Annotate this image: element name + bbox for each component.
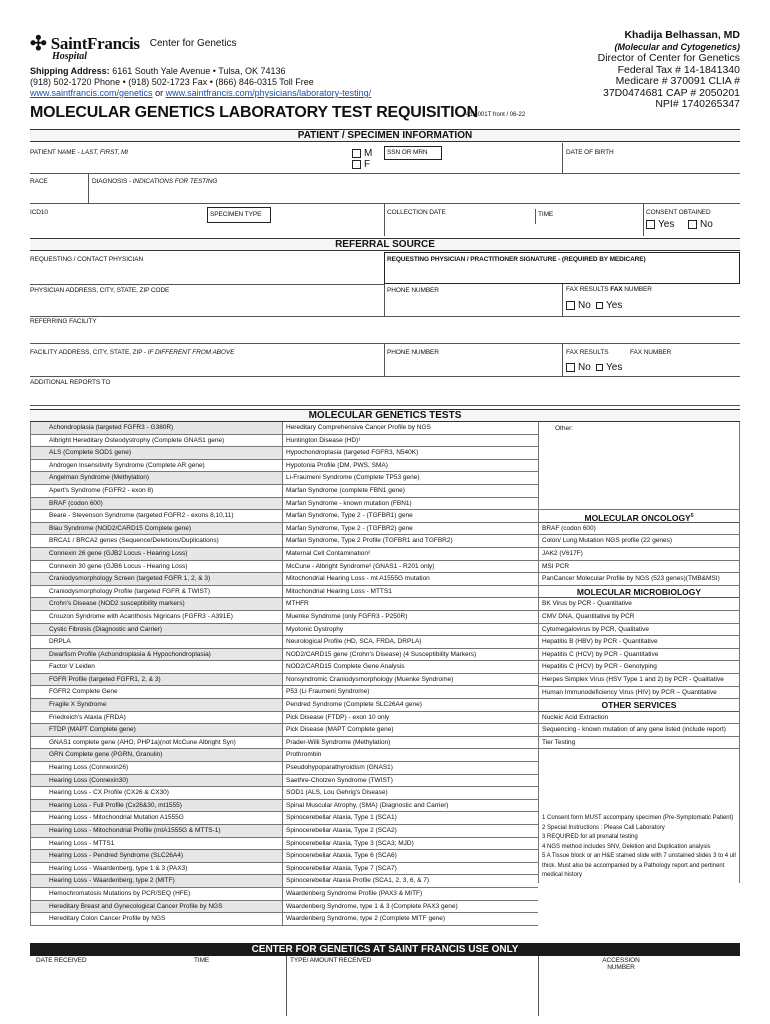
divider bbox=[30, 284, 384, 285]
test-item[interactable]: Hereditary Colon Cancer Profile by NGS bbox=[31, 913, 282, 926]
form-code: 411-001T front / 06-22 bbox=[466, 112, 526, 118]
consent-no-checkbox[interactable] bbox=[688, 220, 697, 229]
referring-facility-label[interactable]: REFERRING FACILITY bbox=[30, 318, 97, 325]
phone-label-2[interactable]: PHONE NUMBER bbox=[387, 349, 439, 356]
header-left bbox=[30, 31, 470, 99]
tests-section-header: MOLECULAR GENETICS TESTS bbox=[30, 409, 740, 422]
cross-icon: ✣ bbox=[30, 31, 47, 55]
test-item[interactable]: Achondroplasia (targeted FGFR3 - G380R) bbox=[31, 422, 282, 435]
director-role: Director of Center for Genetics bbox=[597, 52, 740, 64]
test-item[interactable]: Hearing Loss - Mitochondrial Profile (mtA1555G & MTTS-1) bbox=[31, 825, 282, 838]
lab-use-header: CENTER FOR GENETICS AT SAINT FRANCIS USE ONLY bbox=[30, 943, 740, 956]
diagnosis-label[interactable] bbox=[92, 178, 217, 185]
logo-center: Center for Genetics bbox=[149, 37, 237, 49]
race-label[interactable]: RACE bbox=[30, 178, 48, 185]
footnote: 3 REQUIRED for all prenatal testing bbox=[542, 834, 638, 841]
icd10-label[interactable]: ICD10 bbox=[30, 209, 48, 216]
other-service-item[interactable]: Nucleic Acid Extraction bbox=[539, 712, 739, 725]
tests-column-3 bbox=[538, 422, 740, 883]
test-item[interactable]: Marfan Syndrome - known mutation (FBN1) bbox=[283, 498, 538, 511]
clia-cap: 37D0474681 CAP # 2050201 bbox=[602, 86, 740, 99]
test-item[interactable]: Pick Disease (FTDP) - exon 10 only bbox=[283, 712, 538, 725]
specimen-type-label: SPECIMEN TYPE bbox=[210, 211, 262, 218]
microbiology-test-item[interactable]: Hepatitis C (HCV) by PCR - Quantitative bbox=[539, 649, 739, 662]
facility-address-text: FACILITY ADDRESS, CITY, STATE, ZIP - bbox=[30, 349, 148, 356]
test-item[interactable]: Friedreich's Ataxia (FRDA) bbox=[31, 712, 282, 725]
test-item[interactable]: Marfan Syndrome, Type 2 - (TGFBR2) gene bbox=[283, 523, 538, 536]
oncology-test-item[interactable]: MSI PCR bbox=[539, 561, 739, 574]
fax-yes-label-2: Yes bbox=[606, 362, 623, 373]
referral-section-header: REFERRAL SOURCE bbox=[30, 238, 740, 251]
test-item[interactable]: GNAS1 complete gene (AHO, PHP1a)(not McCune Albright Syn) bbox=[31, 737, 282, 750]
test-item[interactable]: Connexin 26 gene (GJB2 Locus - Hearing Loss) bbox=[31, 548, 282, 561]
microbiology-header bbox=[539, 586, 739, 599]
npi: NPI# 1740265347 bbox=[655, 98, 740, 110]
sex-m-option[interactable] bbox=[352, 148, 372, 159]
lab-testing-link[interactable]: www.saintfrancis.com/physicians/laboratory-testing/ bbox=[165, 88, 372, 98]
test-item[interactable]: Androgen Insensitivity Syndrome (Complete AR gene) bbox=[31, 460, 282, 473]
test-item[interactable]: Nonsyndromic Craniodysmorphology (Muenke Syndrome) bbox=[283, 674, 538, 687]
test-item[interactable]: Hearing Loss - Waardenberg, type 2 (MITF) bbox=[31, 875, 282, 888]
fax-yes-label: Yes bbox=[606, 300, 623, 311]
test-item[interactable]: GRN Complete gene (PGRN, Granulin) bbox=[31, 749, 282, 762]
test-item[interactable]: ALS (Complete SOD1 gene) bbox=[31, 447, 282, 460]
test-item[interactable]: SOD1 (ALS, Lou Gehrig's Disease) bbox=[283, 787, 538, 800]
test-item[interactable]: Hearing Loss (Connexin26) bbox=[31, 762, 282, 775]
test-item[interactable]: Spinocerebellar Ataxia, Type 2 (SCA2) bbox=[283, 825, 538, 838]
sex-f-option[interactable] bbox=[352, 159, 370, 170]
test-item[interactable]: Hearing Loss - Pendred Syndrome (SLC26A4) bbox=[31, 850, 282, 863]
divider bbox=[30, 203, 740, 204]
type-amount-label[interactable]: TYPE/ AMOUNT RECEIVED bbox=[290, 957, 372, 964]
phone-label[interactable]: PHONE NUMBER bbox=[387, 287, 439, 294]
consent-no-option[interactable] bbox=[688, 219, 713, 230]
divider bbox=[384, 203, 385, 236]
oncology-test-item[interactable]: PanCancer Molecular Profile by NGS (523 genes)(TMB&MSI) bbox=[539, 573, 739, 586]
ssn-label: SSN OR MRN bbox=[387, 149, 428, 156]
test-item[interactable]: Maternal Cell Contamination² bbox=[283, 548, 538, 561]
patient-name-text: PATIENT NAME - bbox=[30, 149, 82, 156]
divider bbox=[30, 173, 740, 174]
footnotes bbox=[539, 812, 739, 883]
shipping-block bbox=[30, 66, 470, 99]
other-services-header bbox=[539, 699, 739, 712]
fax-no-option-2[interactable] bbox=[566, 362, 591, 373]
divider bbox=[88, 173, 89, 203]
date-received-label[interactable]: DATE RECEIVED bbox=[36, 957, 87, 964]
test-item[interactable]: FTDP (MAPT Complete gene) bbox=[31, 724, 282, 737]
test-item[interactable]: Blau Syndrome (NOD2/CARD15 Complete gene) bbox=[31, 523, 282, 536]
footnote: 1 Consent form MUST accompany specimen (Pre-Symptomatic Patient) bbox=[542, 815, 734, 822]
test-item[interactable]: Prothrombin bbox=[283, 749, 538, 762]
divider bbox=[384, 284, 385, 316]
consent-yes-option[interactable] bbox=[646, 219, 674, 230]
divider bbox=[30, 343, 740, 344]
test-item[interactable]: Waardenberg Syndrome Profile (PAX3 & MITF) bbox=[283, 888, 538, 901]
logo-hospital: Hospital bbox=[52, 51, 88, 62]
divider bbox=[286, 956, 287, 1016]
logo-name: SaintFrancis bbox=[50, 33, 140, 53]
fax-results-label bbox=[566, 286, 652, 293]
additional-reports-label[interactable]: ADDITIONAL REPORTS TO bbox=[30, 379, 111, 386]
diagnosis-hint: INDICATIONS FOR TESTING bbox=[132, 178, 218, 185]
sex-m-checkbox[interactable] bbox=[352, 149, 361, 158]
microbiology-test-item[interactable]: Human Immunodeficiency Virus (HIV) by PCR – Quantitative bbox=[539, 687, 739, 700]
test-item[interactable]: Spinocerebellar Ataxia, Type 6 (SCA6) bbox=[283, 850, 538, 863]
time-received-label[interactable]: TIME bbox=[194, 957, 210, 964]
fax-yes-checkbox-2[interactable] bbox=[596, 364, 603, 371]
test-item[interactable]: Hearing Loss - Full Profile (Cx26&30, mt1555) bbox=[31, 800, 282, 813]
accession-label[interactable]: ACCESSION NUMBER bbox=[602, 957, 640, 971]
test-item[interactable]: McCune - Albright Syndrome² (GNAS1 - R201 only) bbox=[283, 561, 538, 574]
footnote: 2 Special Instructions : Please Call Laboratory bbox=[542, 824, 665, 831]
test-item[interactable]: MTHFR bbox=[283, 598, 538, 611]
test-item[interactable]: BRAF (codon 600) bbox=[31, 498, 282, 511]
director-name: Khadija Belhassan, MD bbox=[624, 29, 740, 41]
patient-name-label[interactable] bbox=[30, 149, 128, 156]
test-item[interactable]: Li-Fraumeni Syndrome (Complete TP53 gene) bbox=[283, 472, 538, 485]
divider bbox=[538, 956, 539, 1016]
test-item[interactable]: Muenke Syndrome (only FGFR3 - P250R) bbox=[283, 611, 538, 624]
test-item[interactable]: Hemochromatosis Mutations by PCR/SEQ (HFE) bbox=[31, 888, 282, 901]
genetics-link[interactable]: www.saintfrancis.com/genetics bbox=[30, 88, 153, 98]
patient-name-hint: LAST, FIRST, MI bbox=[81, 149, 129, 156]
facility-address-hint: IF DIFFERENT FROM ABOVE bbox=[147, 349, 235, 356]
test-item[interactable]: Pendred Syndrome (Complete SLC26A4 gene) bbox=[283, 699, 538, 712]
test-item[interactable]: Hearing Loss (Connexin30) bbox=[31, 775, 282, 788]
or-text: or bbox=[155, 88, 164, 98]
requesting-physician-label[interactable]: REQUESTING / CONTACT PHYSICIAN bbox=[30, 256, 144, 263]
shipping-label: Shipping Address: bbox=[30, 66, 110, 76]
test-item[interactable]: Hypotonia Profile (DM, PWS, SMA) bbox=[283, 460, 538, 473]
test-item[interactable]: Hearing Loss - Waardenberg, type 1 & 3 (PAX3) bbox=[31, 863, 282, 876]
divider bbox=[562, 284, 563, 316]
other-services-header-text: OTHER SERVICES bbox=[601, 700, 677, 711]
test-item[interactable]: Marfan Syndrome, Type 2 - (TGFBR1) gene bbox=[283, 510, 538, 523]
test-item[interactable]: FGFR2 Complete Gene bbox=[31, 686, 282, 699]
test-item[interactable]: Spinocerebellar Ataxia Profile (SCA1, 2, 3, 6, & 7) bbox=[283, 875, 538, 888]
director-block bbox=[500, 30, 740, 111]
footnote: 5 A Tissue block or an H&E stained slide with 7 unstained slides 3 to 4 ull thick. Must also be accompanied by a Pathology report and pertinent medical history bbox=[542, 853, 736, 879]
oncology-test-item[interactable]: JAK2 (V617F) bbox=[539, 548, 739, 561]
other-service-item[interactable]: Tier Testing bbox=[539, 737, 739, 750]
microbiology-test-item[interactable]: CMV DNA, Quantitative by PCR bbox=[539, 611, 739, 624]
microbiology-test-item[interactable]: Herpes Simplex Virus (HSV Type 1 and 2) by PCR - Qualitative bbox=[539, 674, 739, 687]
test-item[interactable]: Spinocerebellar Ataxia, Type 7 (SCA7) bbox=[283, 863, 538, 876]
divider bbox=[562, 343, 563, 376]
phones: (918) 502-1720 Phone • (918) 502-1723 Fax • (866) 846-0315 Toll Free bbox=[30, 77, 314, 87]
facility-address-label[interactable] bbox=[30, 349, 234, 356]
divider bbox=[30, 376, 740, 377]
fax-yes-checkbox[interactable] bbox=[596, 302, 603, 309]
test-item[interactable]: DRPLA bbox=[31, 636, 282, 649]
microbiology-header-text: MOLECULAR MICROBIOLOGY bbox=[576, 586, 702, 597]
test-item[interactable]: Hereditary Comprehensive Cancer Profile by NGS bbox=[283, 422, 538, 435]
test-item[interactable]: Albright Hereditary Osteodystrophy (Complete GNAS1 gene) bbox=[31, 435, 282, 448]
consent-yes-label: Yes bbox=[658, 219, 675, 230]
test-item[interactable]: Marfan Syndrome (complete FBN1 gene) bbox=[283, 485, 538, 498]
test-item[interactable]: Saethre-Chotzen Syndrome (TWIST) bbox=[283, 775, 538, 788]
fax-yes-option[interactable] bbox=[596, 300, 622, 311]
divider bbox=[30, 316, 740, 317]
test-item[interactable]: Connexin 30 gene (GJB6 Locus - Hearing Loss) bbox=[31, 561, 282, 574]
microbiology-test-item[interactable]: BK Virus by PCR - Quantitative bbox=[539, 598, 739, 611]
test-item[interactable]: Craniodysmorphology Profile (targeted FGFR & TWIST) bbox=[31, 586, 282, 599]
divider bbox=[562, 143, 563, 173]
test-item[interactable]: Crouzon Syndrome with Acanthosis Nigricans (FGFR3 - A391E) bbox=[31, 611, 282, 624]
test-item[interactable]: Neurological Profile (HD, SCA, FRDA, DRPLA) bbox=[283, 636, 538, 649]
test-item[interactable]: Hypochondroplasia (targeted FGFR3, N540K) bbox=[283, 447, 538, 460]
test-item[interactable]: Fragile X Syndrome bbox=[31, 699, 282, 712]
sex-m-label: M bbox=[364, 148, 373, 159]
test-item[interactable]: Factor V Leiden bbox=[31, 661, 282, 674]
microbiology-test-item[interactable]: Hepatitis B (HBV) by PCR - Quantitative bbox=[539, 636, 739, 649]
fax-no-option[interactable] bbox=[566, 300, 591, 311]
test-item[interactable]: Mitochondrial Hearing Loss - MTTS1 bbox=[283, 586, 538, 599]
oncology-footnote-mark: 5 bbox=[690, 513, 694, 520]
other-test-field[interactable]: Other: bbox=[539, 422, 739, 510]
microbiology-test-item[interactable]: Cytomegalovirus by PCR, Qualitative bbox=[539, 624, 739, 637]
test-item[interactable]: BRCA1 / BRCA2 genes (Sequence/Deletions/Duplications) bbox=[31, 535, 282, 548]
test-item[interactable]: Spinal Muscular Atrophy, (SMA) (Diagnostic and Carrier) bbox=[283, 800, 538, 813]
collection-date-label[interactable]: COLLECTION DATE bbox=[387, 209, 446, 216]
oncology-test-item[interactable]: Colon/ Lung Mutation NGS profile (22 genes) bbox=[539, 535, 739, 548]
test-item[interactable]: NOD2/CARD15 gene (Crohn's Disease) (4 Susceptibility Markers) bbox=[283, 649, 538, 662]
signature-label: REQUESTING PHYSICIAN / PRACTITIONER SIGNATURE - (REQUIRED BY MEDICARE) bbox=[387, 256, 646, 263]
test-item[interactable]: Spinocerebellar Ataxia, Type 1 (SCA1) bbox=[283, 812, 538, 825]
fax-no-label-2: No bbox=[578, 362, 591, 373]
fax-results-label-2: FAX RESULTS bbox=[566, 349, 609, 356]
fax-yes-option-2[interactable] bbox=[596, 362, 622, 373]
test-item[interactable]: Angelman Syndrome (Methylation) bbox=[31, 472, 282, 485]
test-item[interactable]: Beare - Stevenson Syndrome (targeted FGFR2 - exons 8,10,11) bbox=[31, 510, 282, 523]
test-item[interactable]: Hearing Loss - Mitochondrial Mutation A1555G bbox=[31, 812, 282, 825]
fax-text: FAX bbox=[610, 286, 623, 293]
fax-results-text: FAX RESULTS bbox=[566, 286, 611, 293]
test-item[interactable]: Hearing Loss - MTTS1 bbox=[31, 838, 282, 851]
other-service-item[interactable]: Sequencing - known mutation of any gene listed (include report) bbox=[539, 724, 739, 737]
test-item[interactable]: Waardenberg Syndrome, type 1 & 3 (Complete PAX3 gene) bbox=[283, 901, 538, 914]
divider bbox=[535, 209, 536, 224]
divider bbox=[30, 405, 740, 406]
fax-number-label-2: FAX NUMBER bbox=[630, 349, 672, 356]
test-item[interactable]: Marfan Syndrome, Type 2 Profile (TGFBR1 and TGFBR2) bbox=[283, 535, 538, 548]
patient-section-header: PATIENT / SPECIMEN INFORMATION bbox=[30, 129, 740, 142]
test-item[interactable]: Pick Disease (MAPT Complete gene) bbox=[283, 724, 538, 737]
test-item[interactable]: Apert's Syndrome (FGFR2 - exon 8) bbox=[31, 485, 282, 498]
sex-f-checkbox[interactable] bbox=[352, 160, 361, 169]
oncology-header-text: MOLECULAR ONCOLOGY bbox=[584, 513, 691, 523]
federal-tax: Federal Tax # 14-1841340 bbox=[617, 63, 740, 76]
shipping-address: 6161 South Yale Avenue • Tulsa, OK 74136 bbox=[112, 66, 286, 76]
test-item[interactable]: Waardenberg Syndrome, type 2 (Complete MITF gene) bbox=[283, 913, 538, 926]
microbiology-test-item[interactable]: Hepatitis C (HCV) by PCR - Genotyping bbox=[539, 661, 739, 674]
sex-f-label: F bbox=[364, 159, 371, 170]
test-item[interactable]: Crohn's Disease (NOD2 susceptibility markers) bbox=[31, 598, 282, 611]
test-item[interactable]: Prader-Willi Syndrome (Methylation) bbox=[283, 737, 538, 750]
diagnosis-text: DIAGNOSIS - bbox=[92, 178, 133, 185]
tests-column-1 bbox=[30, 422, 282, 926]
consent-yes-checkbox[interactable] bbox=[646, 220, 655, 229]
director-specialty: (Molecular and Cytogenetics) bbox=[614, 41, 740, 52]
tests-column-2 bbox=[282, 422, 538, 926]
test-item[interactable]: Cystic Fibrosis (Diagnostic and Carrier) bbox=[31, 624, 282, 637]
consent-label: CONSENT OBTAINED bbox=[646, 209, 711, 216]
oncology-test-item[interactable]: BRAF (codon 600) bbox=[539, 523, 739, 536]
test-item[interactable]: Mitochondrial Hearing Loss - mt A1555G mutation bbox=[283, 573, 538, 586]
test-item[interactable]: Huntington Disease (HD)¹ bbox=[283, 435, 538, 448]
medicare-clia: Medicare # 370091 CLIA # bbox=[615, 75, 740, 87]
fax-no-checkbox-2[interactable] bbox=[566, 363, 575, 372]
test-item[interactable]: Myotonic Dystrophy bbox=[283, 624, 538, 637]
test-item[interactable]: Hereditary Breast and Gynecological Cancer Profile by NGS bbox=[31, 901, 282, 914]
test-item[interactable]: Hearing Loss - CX Profile (CX26 & CX30) bbox=[31, 787, 282, 800]
test-item[interactable]: Pseudohypoparathyroidism (GNAS1) bbox=[283, 762, 538, 775]
blank-area bbox=[539, 749, 739, 812]
page-title: MOLECULAR GENETICS LABORATORY TEST REQUISITION bbox=[30, 104, 479, 121]
test-item[interactable]: Spinocerebellar Ataxia, Type 3 (SCA3; MJD) bbox=[283, 838, 538, 851]
divider bbox=[384, 343, 385, 376]
test-item[interactable]: P53 (Li Fraumeni Syndrome) bbox=[283, 686, 538, 699]
oncology-header bbox=[539, 510, 739, 523]
test-item[interactable]: Craniodysmorphology Screen (targeted FGFR 1, 2, & 3) bbox=[31, 573, 282, 586]
logo bbox=[30, 31, 470, 55]
time-label[interactable]: TIME bbox=[538, 211, 554, 218]
footnote: 4 NGS method includes SNV, Deletion and Duplication analysis bbox=[542, 843, 711, 850]
test-item[interactable]: NOD2/CARD15 Complete Gene Analysis bbox=[283, 661, 538, 674]
dob-label: DATE OF BIRTH bbox=[566, 149, 614, 156]
number-text: NUMBER bbox=[622, 286, 652, 293]
physician-address-label[interactable]: PHYSICIAN ADDRESS, CITY, STATE, ZIP CODE bbox=[30, 287, 170, 294]
test-item[interactable]: Dwarfism Profile (Achondroplasia & Hypochondroplasia) bbox=[31, 649, 282, 662]
fax-no-checkbox[interactable] bbox=[566, 301, 575, 310]
fax-no-label: No bbox=[578, 300, 591, 311]
test-item[interactable]: FGFR Profile (targeted FGFR1, 2, & 3) bbox=[31, 674, 282, 687]
consent-no-label: No bbox=[700, 219, 713, 230]
divider bbox=[643, 203, 644, 236]
